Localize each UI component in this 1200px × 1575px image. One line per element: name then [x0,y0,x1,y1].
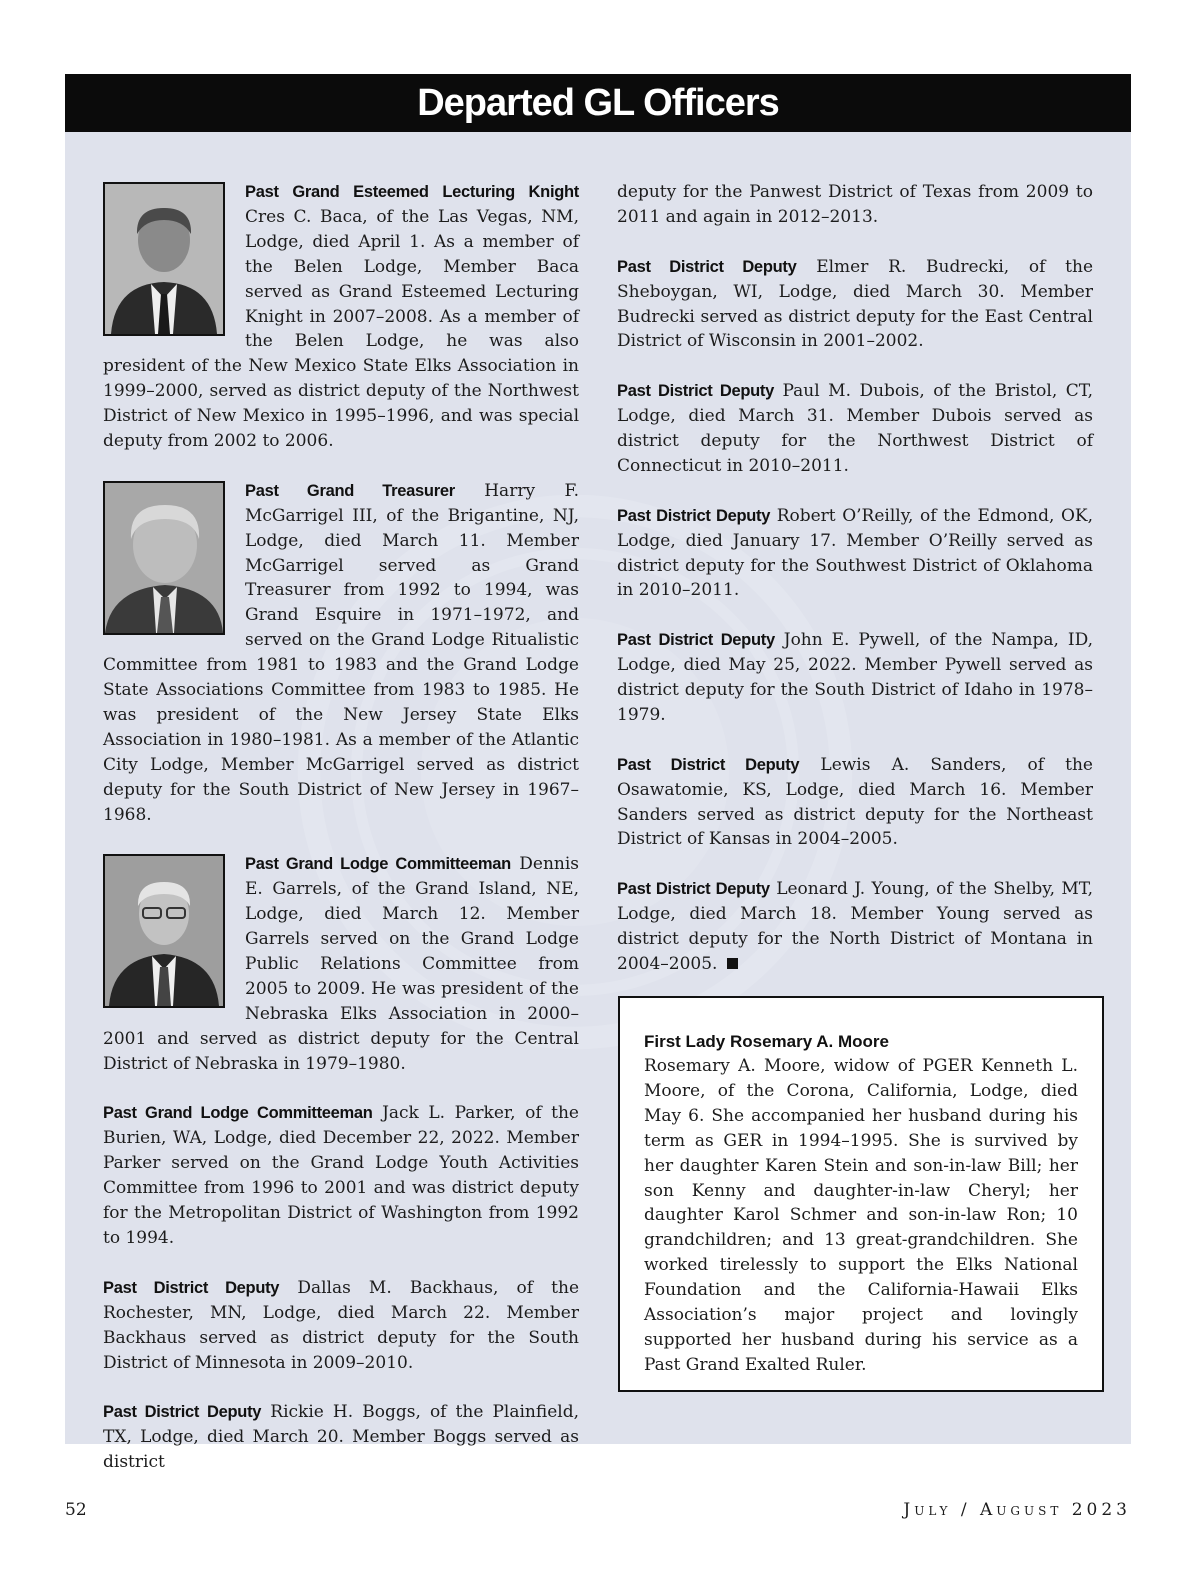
entry-text: Dallas M. Backhaus, of the Rochester, MN, Lodge, died March 22. Member Backhaus served as district deputy for the South District of Minnesota in 2009–2010. [103,1277,580,1373]
right-column [617,180,1093,1002]
obituary-entry [103,852,579,1076]
entry-text: Leonard J. Young, of the Shelby, MT, Lodge, died March 18. Member Young served as district deputy for the North District of Montana in 2004–2005. [617,879,1094,974]
obituary-entry [617,877,1093,977]
obituary-entry [617,255,1093,355]
obituary-entry [103,1101,579,1250]
entry-text: Lewis A. Sanders, of the Osawatomie, KS, Lodge, died March 16. Member Sanders served as district deputy for the Northeast District of Kansas in 2004–2005. [617,754,1093,850]
entry-title: Past Grand Lodge Committeeman [103,1104,373,1123]
obituary-entry [103,1276,579,1376]
portrait-illustration [105,184,223,334]
entry-text: deputy for the Panwest District of Texas from 2009 to 2011 and again in 2012–2013. [617,182,1093,227]
portrait-photo [103,481,225,635]
entry-text: Robert O’Reilly, of the Edmond, OK, Lodge, died January 17. Member O’Reilly served as district deputy for the Southwest District of Oklahoma in 2010–2011. [617,505,1094,601]
entry-title: Past District Deputy [617,631,775,650]
sidebar-text: Rosemary A. Moore, widow of PGER Kenneth L. Moore, of the Corona, California, Lodge, died May 6. She accompanied her husband during his term as GER in 1994–1995. She is survived by her daughter Karen Stein and son-in-law Bill; her son Kenny and daughter-in-law Cheryl; her daughter Karol Schmer and son-in-law Ron; 10 grandchildren; and 13 great-grandchildren. She worked tirelessly to support the Elks National Foundation and the California-Hawaii Elks Association’s major project and lovingly supported her husband during his service as a Past Grand Exalted Ruler. [644,1056,1078,1375]
obituary-entry [617,379,1093,479]
entry-text: Cres C. Baca, of the Las Vegas, NM, Lodge, died April 1. As a member of the Belen Lodge, Member Baca served as Grand Esteemed Lecturing Knight in 2007–2008. As a member of the Belen Lodge, he was also president of the New Mexico State Elks Association in 1999–2000, served as district deputy of the Northwest District of New Mexico in 1995–1996, and was special deputy from 2002 to 2006. [103,206,579,452]
obituary-entry [617,753,1093,853]
page-title: Departed GL Officers [417,82,779,124]
sidebar-title: First Lady Rosemary A. Moore [644,1032,889,1051]
entry-text: John E. Pywell, of the Nampa, ID, Lodge, died May 25, 2022. Member Pywell served as district deputy for the South District of Idaho in 1978–1979. [617,630,1094,725]
entry-title: Past District Deputy [617,506,771,525]
entry-title: Past District Deputy [617,755,800,774]
first-lady-sidebar-box [618,996,1104,1392]
portrait-photo [103,182,225,336]
obituary-entry [103,180,579,454]
entry-title: Past Grand Treasurer [245,481,455,500]
entry-title: Past District Deputy [103,1278,280,1297]
page-title-banner [65,74,1131,132]
portrait-illustration [105,856,223,1006]
entry-title: Past District Deputy [617,257,797,276]
entry-text: Harry F. McGarrigel III, of the Brigantine, NJ, Lodge, died March 11. Member McGarrigel served as Grand Treasurer from 1992 to 1994, was Grand Esquire in 1971–1972, and served on the Grand Lodge Ritualistic Committee from 1981 to 1983 and the Grand Lodge State Associations Committee from 1983 to 1985. He was president of the New Jersey State Elks Association in 1980–1981. As a member of the Atlantic City Lodge, Member McGarrigel served as district deputy for the South District of New Jersey in 1967–1968. [103,480,580,825]
left-column [103,180,579,1500]
issue-date: July / August 2023 [903,1500,1131,1520]
content-panel [65,132,1131,1473]
page-number: 52 [65,1500,87,1520]
entry-text: Jack L. Parker, of the Burien, WA, Lodge, died December 22, 2022. Member Parker served on the Grand Lodge Youth Activities Committee from 1996 to 2001 and was district deputy for the Metropolitan District of Washington from 1992 to 1994. [103,1103,579,1249]
entry-title: Past Grand Lodge Committeeman [245,855,511,874]
entry-title: Past Grand Esteemed Lecturing Knight [245,183,579,201]
entry-text: Paul M. Dubois, of the Bristol, CT, Lodge, died March 31. Member Dubois served as district deputy for the Northwest District of Connecticut in 2010–2011. [617,381,1093,476]
obituary-entry [103,479,579,828]
obituary-entry [617,504,1093,604]
obituary-continuation [617,180,1093,230]
entry-title: Past District Deputy [617,382,774,401]
entry-text: Elmer R. Budrecki, of the Sheboygan, WI, Lodge, died March 30. Member Budrecki served as district deputy for the East Central District of Wisconsin in 2001–2002. [617,256,1094,352]
end-of-article-mark [727,958,738,969]
portrait-illustration [105,483,223,633]
obituary-entry [617,628,1093,728]
entry-text: Rickie H. Boggs, of the Plainfield, TX, Lodge, died March 20. Member Boggs served as district [103,1402,580,1473]
entry-title: Past District Deputy [103,1403,262,1422]
entry-title: Past District Deputy [617,880,770,899]
obituary-entry [103,1400,579,1475]
entry-text: Dennis E. Garrels, of the Grand Island, NE, Lodge, died March 12. Member Garrels served on the Grand Lodge Public Relations Committee from 2005 to 2009. He was president of the Nebraska Elks Association in 2000–2001 and served as district deputy for the Central District of Nebraska in 1979–1980. [103,854,579,1074]
portrait-photo [103,854,225,1008]
